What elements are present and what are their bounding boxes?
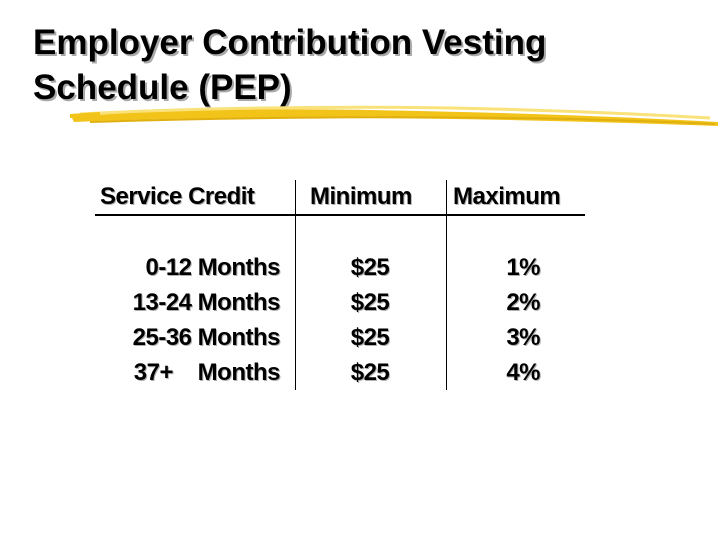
row-1-maximum: 1% [506, 254, 540, 281]
slide-title-line-2: Schedule (PEP) [33, 68, 292, 107]
row-3-service: 25-36 Months [132, 324, 280, 351]
header-minimum: Minimum [310, 183, 412, 210]
row-3-maximum: 3% [506, 324, 540, 351]
header-service-credit: Service Credit [100, 183, 255, 210]
column-divider-1 [295, 180, 296, 390]
slide-title [33, 20, 703, 110]
vesting-schedule-table [95, 178, 595, 393]
row-3-minimum: $25 [350, 324, 390, 351]
row-4-minimum: $25 [350, 359, 390, 386]
column-divider-2 [446, 180, 447, 390]
row-4-maximum: 4% [506, 359, 540, 386]
row-4-service: 37+ Months [133, 359, 280, 386]
header-rule [95, 214, 585, 216]
header-maximum: Maximum [453, 183, 561, 210]
row-2-service: 13-24 Months [132, 289, 280, 316]
row-1-service: 0-12 Months [145, 254, 280, 281]
title-highlight-stroke [70, 102, 720, 130]
row-2-minimum: $25 [350, 289, 390, 316]
row-1-minimum: $25 [350, 254, 390, 281]
slide-title-line-1: Employer Contribution Vesting [33, 23, 547, 62]
row-2-maximum: 2% [506, 289, 540, 316]
